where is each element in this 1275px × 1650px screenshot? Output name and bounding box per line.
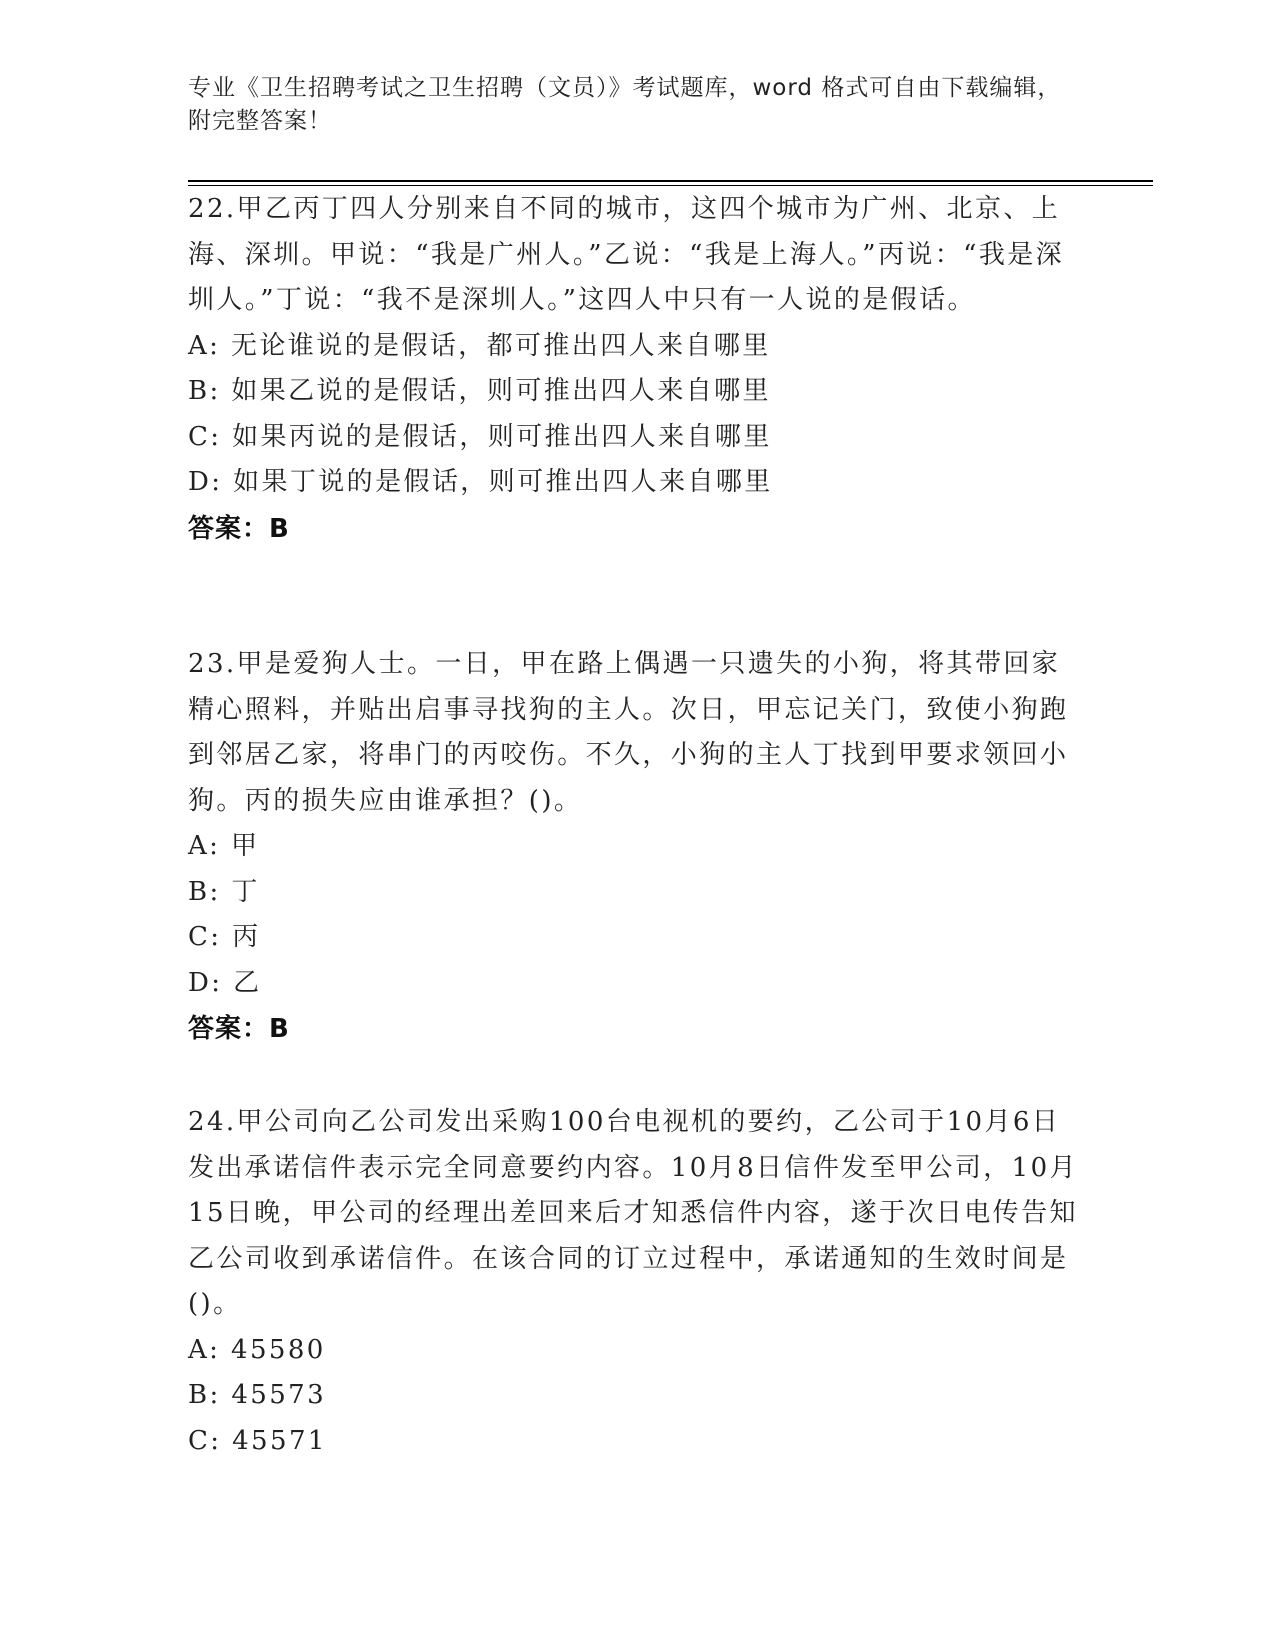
option-d: D: 如果丁说的是假话，则可推出四人来自哪里	[188, 467, 773, 497]
option-d: D: 乙	[188, 967, 262, 998]
option-c: C: 如果丙说的是假话，则可推出四人来自哪里	[188, 421, 772, 452]
header-divider	[188, 180, 1153, 182]
option-a: A: 无论谁说的是假话，都可推出四人来自哪里	[188, 330, 771, 361]
question-stem: 22.甲乙丙丁四人分别来自不同的城市，这四个城市为广州、北京、上海、深圳。甲说：“我是广州人。”乙说：“我是上海人。”丙说：“我是深圳人。”丁说：“我不是深圳人。”这四人中只有一人说的是假话。	[188, 194, 1065, 315]
option-c: C: 45571	[188, 1425, 327, 1456]
option-c: C: 丙	[188, 922, 261, 952]
option-b: B: 45573	[188, 1380, 327, 1410]
question-22	[188, 187, 1088, 552]
answer: 答案：B	[188, 1014, 290, 1044]
question-24	[188, 1100, 1088, 1464]
question-stem: 24.甲公司向乙公司发出采购100台电视机的要约，乙公司于10月6日发出承诺信件表示完全同意要约内容。10月8日信件发至甲公司，10月15日晚，甲公司的经理出差回来后才知悉信件内容，遂于次日电传告知乙公司收到承诺信件。在该合同的订立过程中，承诺通知的生效时间是()。	[188, 1107, 1078, 1319]
header-description: 专业《卫生招聘考试之卫生招聘（文员）》考试题库，word 格式可自由下载编辑，附完整答案！	[188, 75, 1062, 134]
question-23	[188, 642, 1088, 1052]
option-a: A: 45580	[188, 1334, 326, 1365]
option-b: B: 丁	[188, 876, 260, 907]
option-a: A: 甲	[188, 831, 260, 861]
answer: 答案：B	[188, 513, 290, 544]
option-b: B: 如果乙说的是假话，则可推出四人来自哪里	[188, 376, 771, 406]
header-divider-thin	[188, 185, 1153, 186]
question-stem: 23.甲是爱狗人士。一日，甲在路上偶遇一只遗失的小狗，将其带回家精心照料，并贴出启事寻找狗的主人。次日，甲忘记关门，致使小狗跑到邻居乙家，将串门的丙咬伤。不久，小狗的主人丁找到甲要求领回小狗。丙的损失应由谁承担？()。	[188, 649, 1069, 816]
